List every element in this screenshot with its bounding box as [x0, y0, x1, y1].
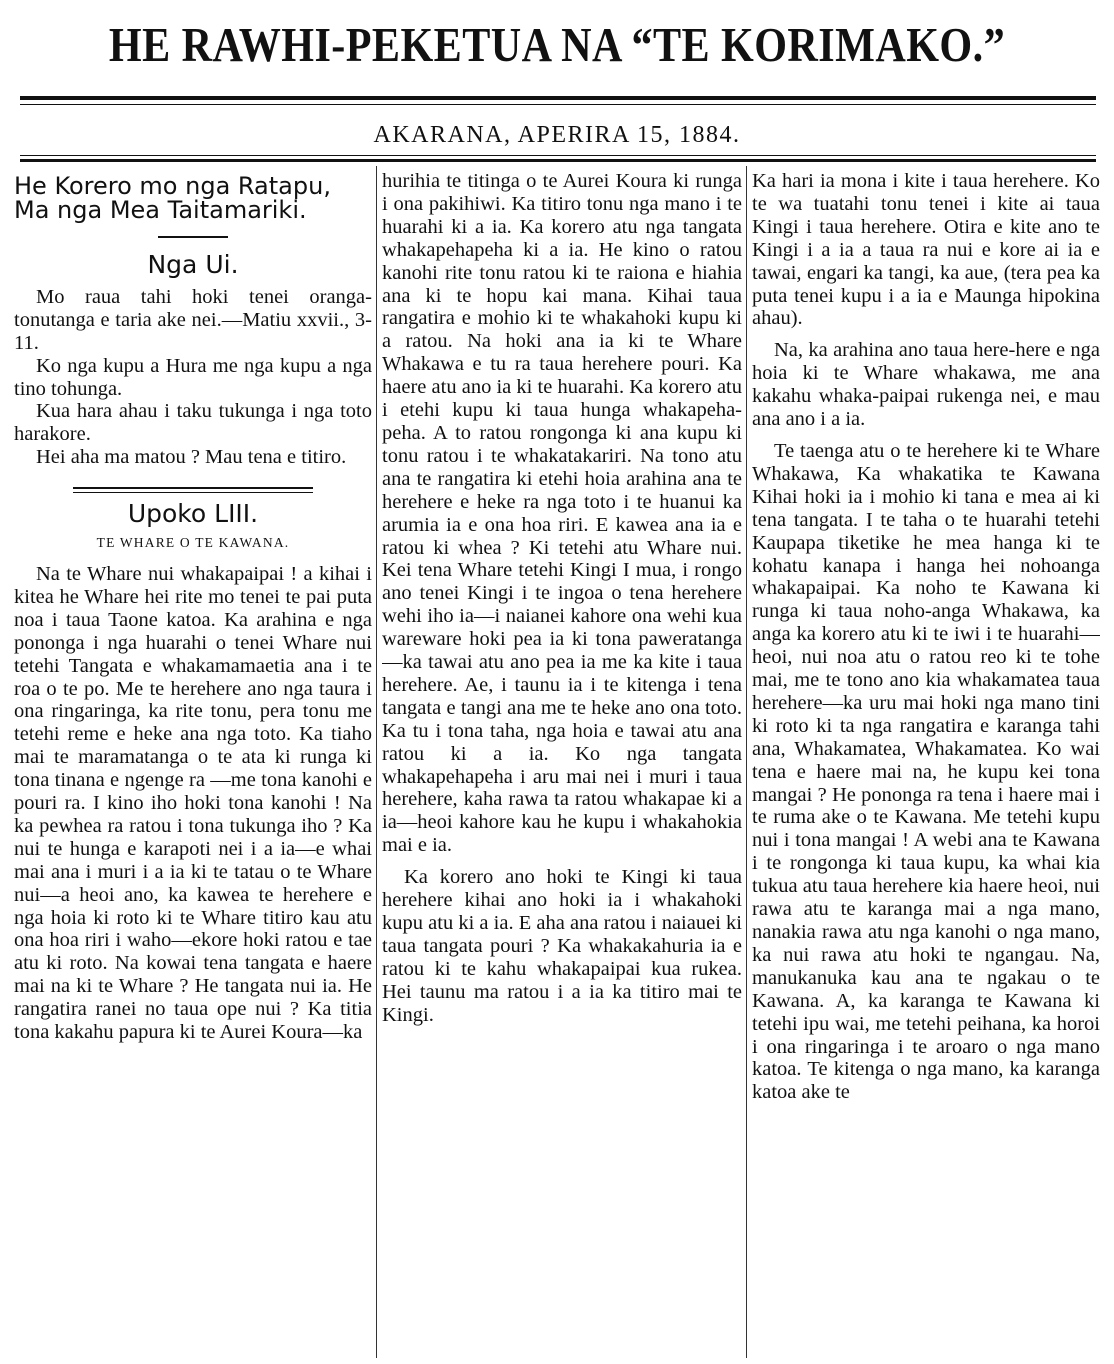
column-divider-2 [746, 166, 747, 1358]
paragraph: Te taenga atu o te herehere ki te Whare Whakawa, Ka whakatika te Kawana Kihai hoki ia i mohio ki tana e mea ai ki tena tangata. I te taha o te huarahi tetehi Kaupapa tiketike he mea hanga ki te kohatu kanapa i hanga hei nohoanga whakapaipai. Ka noho te Kawana ki runga ki taua noho-anga Whakawa, ka anga ka korero atu ki te iwi i te huarahi—heoi, nui noa atu o ratou reo ki te tohe mai, me te tono ano kia whakamatea taua herehere—ka uru mai hoki nga mano tini ki roto ki ta nga rangatira e karanga tahi ana, Whakamatea, Whakamatea. Ko wai tena e haere mai na, he kupu kei tona mangai ? He pononga ra tena i haere mai i te ruma ake o te Kawana. Me tetehi kupu nui i tona mangai ! A webi ana te Kawana i te rongonga ki taua kupu, ka whai kia tukua atu taua herehere kia haere heoi, nui rawa atu te karanga mai a nga mano, nanakia rawa atu nga kanohi o nga mano, ka nui rawa atu hoki te ngangau. Na, manukanuka kau ana te ngakau o te Kawana. A, ka karanga te Kawana ki tetehi ipu wai, me tetehi peihana, ka horoi i ona ringaringa i te aroaro o nga mano katoa. Te kitenga o nga mano, ka karanga katoa ake te [752, 439, 1100, 1104]
column-2 [382, 170, 742, 1360]
column-3 [752, 170, 1100, 1360]
paragraph: Hei aha ma matou ? Mau tena e titiro. [36, 446, 347, 469]
section-rule [73, 487, 313, 493]
paragraph: Kua hara ahau i taku tukunga i nga toto harakore. [14, 400, 372, 446]
dateline-rule-thick [20, 159, 1096, 162]
article-heading: He Korero mo nga Ratapu, Ma nga Mea Taitamariki. [14, 172, 331, 224]
paragraph: Ka korero ano hoki te Kingi ki taua herehere kihai ano hoki ia i whakahoki kupu atu ki a ia. E aha ana ratou i naiauei ki taua tangata pouri ? Ka whakakahuria ia e ratou ki te kahu whakapaipai kua rukea. Hei taunu ma ratou i a ia ka titiro mai te Kingi. [382, 866, 742, 1026]
column-1 [14, 170, 372, 1360]
dateline: AKARANA, APERIRA 15, 1884. [373, 122, 741, 148]
paragraph: Na, ka arahina ano taua here-here e nga hoia ki te Whare whakawa, me ana kakahu whaka-paipai rukenga nei, e mau ana ano i a ia. [752, 339, 1100, 431]
paragraph: Mo raua tahi hoki tenei oranga-tonutanga e taria ake nei.—Matiu xxvii., 3-11. [14, 285, 372, 354]
chapter-title: Upoko LIII. [127, 499, 259, 529]
paragraph: hurihia te titinga o te Aurei Koura ki runga i ona pakihiwi. Ka titiro tonu nga mano i te huarahi ki a ia. Ka korero atu nga tangata whakapehapeha ki a ia. He kino o ratou kanohi rite tonu ratou ki te raiona e hiahia ana ki te hopu kai mana. Kihai taua rangatira e mohio ki te whakahoki kupu ki a ratou. Na hoki ana ia ki te Whare Whakawa e tu ra taua herehere pouri. Ka haere atu ano ia ki te huarahi. Ka korero atu i etehi kupu ki taua hunga whakapeha-peha. A to ratou rongonga ki ana kupu ki tonu ratou i te whakatakariri. Na tono atu ana te rangatira ki etehi hoia arahina ana te herehere e heke ra nga toto i te huanui ka arumia ia e ona hoa riri. E kawea ana ia e ratou ki whea ? Ki tetehi atu Whare nui. Kei tena Whare tetehi Kingi I mua, i rongo ano tenei Kingi i te ingoa o tena herehere wehi iho ia—i naianei kahore ona wehi kua wareware hoki pea ia ki tona paweratanga—ka tawai atu ano pea ia me ka kite i taua herehere. Ae, i taunu ia i te kitenga i tena tangata e tangi ana me te heke ano ona toto. Ka tu i tona taha, nga hoia e tawai atu ana ratou ki a ia. Ko nga tangata whakapehapeha i aru mai nei i muri i taua herehere, kaha rawa ta ratou whakapae ki a ia—heoi kahore kau he kupu i whakahokia mai e ia. [382, 170, 742, 857]
dateline-rule-thin [20, 155, 1096, 156]
chapter-subtitle: TE WHARE O TE KAWANA. [96, 535, 290, 551]
paragraph: Ko nga kupu a Hura me nga kupu a nga tino tohunga. [14, 354, 372, 400]
heading-rule [158, 236, 228, 238]
column-divider-1 [376, 166, 377, 1358]
body-paragraph: Na te Whare nui whakapaipai ! a kihai i kitea he Whare hei rite mo tenei te pai puta noa i taua Taone katoa. Ka arahina e nga pononga i nga huarahi o tenei Whare nui tetehi Tangata e whakamamaetia ana i te roa o te po. Me te herehere ano nga taura i ona ringaringa, ka rite tonu, pera tonu me tetehi reme e heke ana nga toto. Ka tiaho mai te maramatanga o te ata ki runga ki tona tinana e ngenge ra —me tona kanohi e pouri ra. I kino iho hoki tona kanohi ! Na ka pewhea ra ratou i tona tukunga iho ? Ka nui te hunga e karapoti nei i a ia—e whai mai ana i muri i a ia ki te tatau o te Whare nui—a heoi ano, ka kawea te herehere e nga hoia ki roto ki te Whare titiro kau atu ona hoa riri i waho—ekore hoki ratou e tae atu ki roto. Na kowai tena tangata e haere mai na ki te Whare ? He tangata nui ia. He rangatira ranei no taua ope nui ? Ka titia tona kakahu papura ki te Aurei Koura—ka [14, 562, 372, 1044]
paragraph: Ka hari ia mona i kite i taua herehere. Ko te wa tuatahi tonu tenei i kite ai taua Kingi i taua herehere. Otira e kite ano te Kingi i a ia a taua ra nui e kore ai ia e tawai, engari ka tangi, ka aue, (tera pea ka puta tenei kupu i a ia e Maunga hipokina ahau). [752, 170, 1100, 330]
masthead-rule-thin [20, 104, 1096, 105]
section-title: Nga Ui. [147, 250, 239, 279]
masthead-title: HE RAWHI-PEKETUA NA “TE KORIMAKO.” [108, 17, 1006, 72]
masthead-rule-thick [20, 96, 1096, 100]
